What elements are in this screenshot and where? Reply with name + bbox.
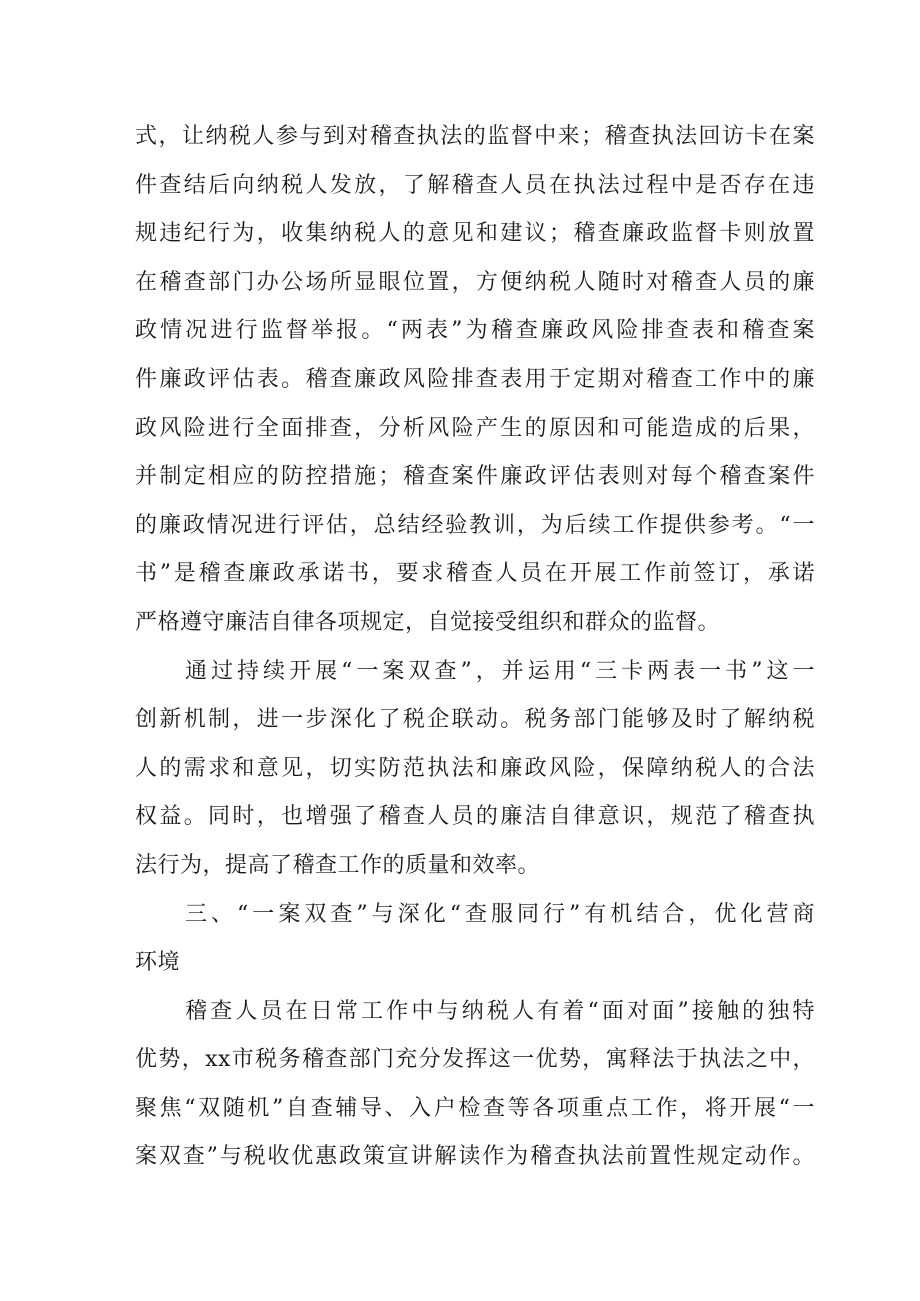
paragraph-p3	[135, 988, 815, 1182]
text-line: 法行为，提高了稽查工作的质量和效率。	[135, 852, 541, 878]
text-line: 式，让纳税人参与到对稽查执法的监督中来；稽查执法回访卡在案	[135, 124, 815, 149]
text-line: 人的需求和意见，切实防范执法和廉政风险，保障纳税人的合法	[135, 755, 815, 781]
paragraph-p2	[135, 648, 815, 891]
section-heading-3	[135, 891, 815, 988]
text-line: 规违纪行为，收集纳税人的意见和建议；稽查廉政监督卡则放置	[135, 221, 815, 247]
text-line: 件廉政评估表。稽查廉政风险排查表用于定期对稽查工作中的廉	[135, 366, 815, 392]
heading-line: 三、“一案双查”与深化“查服同行”有机结合，优化营商	[185, 901, 815, 927]
text-line: 政风险进行全面排查，分析风险产生的原因和可能造成的后果，	[135, 415, 815, 441]
text-line: 创新机制，进一步深化了税企联动。税务部门能够及时了解纳税	[135, 707, 815, 733]
text-line: 聚焦“双随机”自查辅导、入户检查等各项重点工作，将开展“一	[135, 1095, 815, 1121]
text-line: 书”是稽查廉政承诺书，要求稽查人员在开展工作前签订，承诺	[135, 561, 815, 587]
text-line: 政情况进行监督举报。“两表”为稽查廉政风险排查表和稽查案	[135, 318, 815, 344]
heading-line: 环境	[135, 950, 181, 976]
text-line: 件查结后向纳税人发放，了解稽查人员在执法过程中是否存在违	[135, 172, 815, 198]
text-line: 优势，xx市税务稽查部门充分发挥这一优势，寓释法于执法之中，	[135, 1047, 815, 1073]
text-line: 案双查”与税收优惠政策宣讲解读作为稽查执法前置性规定动作。	[135, 1144, 815, 1170]
document-page	[135, 113, 815, 1182]
text-line: 权益。同时，也增强了稽查人员的廉洁自律意识，规范了稽查执	[135, 804, 815, 830]
text-line: 严格遵守廉洁自律各项规定，自觉接受组织和群众的监督。	[135, 609, 721, 635]
text-line: 通过持续开展“一案双查”，并运用“三卡两表一书”这一	[185, 658, 815, 684]
text-line: 在稽查部门办公场所显眼位置，方便纳税人随时对稽查人员的廉	[135, 269, 815, 295]
text-line: 稽查人员在日常工作中与纳税人有着“面对面”接触的独特	[185, 998, 815, 1024]
text-line: 的廉政情况进行评估，总结经验教训，为后续工作提供参考。“一	[135, 512, 815, 538]
text-line: 并制定相应的防控措施；稽查案件廉政评估表则对每个稽查案件	[135, 464, 815, 490]
paragraph-p1	[135, 113, 815, 648]
